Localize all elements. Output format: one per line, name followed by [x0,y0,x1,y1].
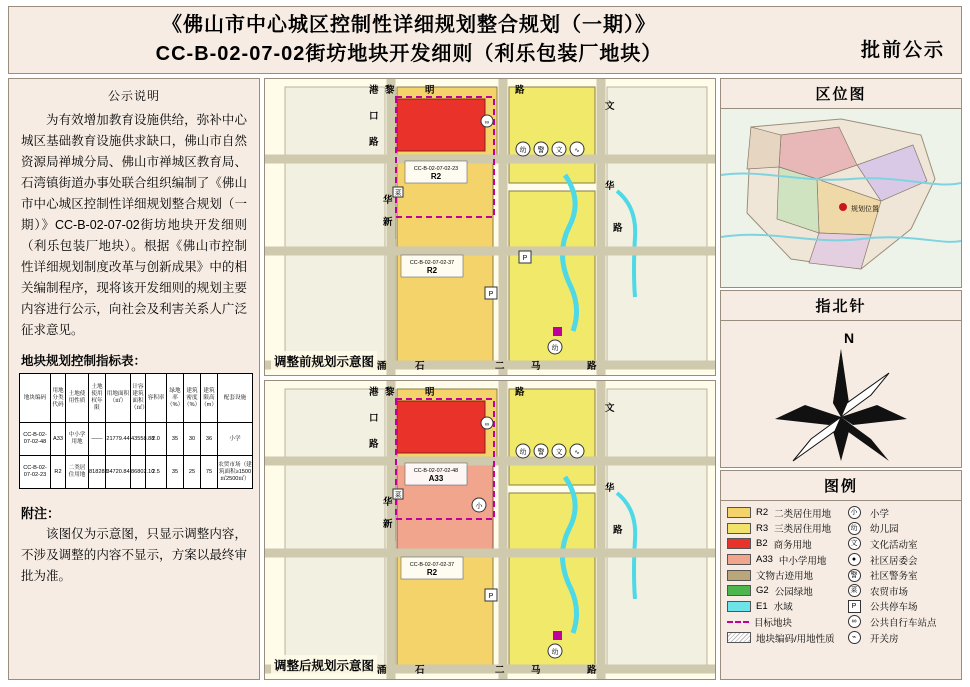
header-banner [8,6,962,74]
svg-text:马: 马 [531,665,541,676]
svg-text:华: 华 [383,195,393,206]
th-3: 土地使用权年限 [89,374,106,423]
legend-label-primary-school: 小学 [870,508,890,520]
legend-label-kindergarten: 幼儿园 [870,524,899,536]
legend-item [727,614,839,630]
svg-text:∿: ∿ [574,148,580,154]
svg-text:路: 路 [369,137,379,148]
svg-text:涌: 涌 [377,665,387,676]
compass-box [720,290,962,468]
cell-0-6: 2.0 [146,423,167,456]
notice-body [9,104,259,341]
location-map-box [720,78,962,288]
cell-0-5: 43558.88 [131,423,146,456]
svg-text:∞: ∞ [484,422,490,428]
svg-text:华: 华 [605,483,615,494]
svg-text:新: 新 [383,217,393,228]
svg-text:黎: 黎 [385,387,395,398]
left-panel [8,78,260,680]
cell-0-0: CC-B-02-07-02-48 [20,423,51,456]
legend-item [727,630,839,646]
map-before-adjustment[interactable] [264,78,716,376]
cell-1-9: 75 [201,456,218,489]
table-header-row [20,374,253,423]
legend-label-parcel-code: 地块编码/用地性质 [756,633,835,645]
legend-item [843,630,955,646]
cell-1-3: 818283 [89,456,106,489]
table-row [20,423,253,456]
cell-1-10: 农贸市场（建筑面积≥1500㎡2500㎡） [218,456,253,489]
parking-icon: P [843,600,865,612]
svg-text:路: 路 [515,85,525,96]
svg-text:石: 石 [415,361,425,372]
svg-text:黎: 黎 [385,85,395,96]
legend-box [720,470,962,680]
status-badge: 批前公示 [860,40,945,61]
cell-0-4: 21779.44 [106,423,131,456]
svg-text:菜: 菜 [394,190,402,197]
location-marker-label: 规划位置 [851,206,879,213]
svg-text:新: 新 [383,519,393,530]
svg-text:P: P [522,255,528,262]
culture-room-icon: 文 [843,538,865,550]
legend-label-bike-station: 公共自行车站点 [870,617,937,629]
legend-label-market: 农贸市场 [870,586,909,598]
svg-text:小: 小 [475,503,483,510]
legend-label-switch-room: 开关房 [870,633,899,645]
legend-item [843,505,955,521]
svg-text:CC-B-02-07-02-23: CC-B-02-07-02-23 [413,166,459,172]
th-8: 建筑密度（%） [184,374,201,423]
legend-item [843,583,955,599]
svg-text:口: 口 [369,111,379,122]
legend-label-b2: 商务用地 [773,539,812,551]
legend-label-heritage: 文物古迹用地 [756,571,814,583]
svg-text:二: 二 [495,665,505,676]
legend-label-culture-room: 文化活动室 [870,539,918,551]
map-before-svg [265,79,715,375]
legend-item [727,521,839,537]
table-row [20,456,253,489]
cell-1-0: CC-B-02-07-02-23 [20,456,51,489]
community-committee-icon: ● [843,554,865,566]
swatch-heritage [727,570,751,581]
police-station-icon: 警 [843,569,865,581]
cell-0-2: 中小学用地 [66,423,89,456]
legend-label-r2: 二类居住用地 [774,508,832,520]
svg-text:华: 华 [383,497,393,508]
page-title-line1: 《佛山市中心城区控制性详细规划整合规划（一期）》 [162,14,656,36]
svg-text:文: 文 [605,403,615,414]
svg-text:文: 文 [555,449,563,456]
swatch-g2 [727,585,751,596]
legend-item [843,536,955,552]
switch-room-icon: ⌁ [843,632,865,644]
th-1: 用地分类代码 [51,374,66,423]
cell-1-1: R2 [51,456,66,489]
map-after-svg [265,381,715,679]
legend-column-left [727,505,839,645]
cell-0-9: 36 [201,423,218,456]
cell-0-3: —— [89,423,106,456]
legend-item [727,505,839,521]
svg-text:马: 马 [531,361,541,372]
legend-item [843,521,955,537]
swatch-target-parcel [727,621,749,623]
compass-north-label: N [843,330,855,346]
svg-text:CC-B-02-07-02-37: CC-B-02-07-02-37 [409,562,455,568]
svg-text:菜: 菜 [394,492,402,499]
legend-label-r3: 三类居住用地 [774,524,832,536]
legend-item [843,614,955,630]
svg-text:明: 明 [425,387,435,398]
primary-school-icon: 小 [843,507,865,519]
svg-text:二: 二 [495,361,505,372]
legend-code-a33: A33 [756,554,773,566]
page-title-line2: CC-B-02-07-02街坊地块开发细则（利乐包装厂地块） [155,43,663,65]
svg-text:港: 港 [369,85,379,96]
legend-item [727,567,839,583]
remark-text: 该图仅为示意图，只显示调整内容，不涉及调整的内容不显示，方案以最终审批为准。 [21,527,247,583]
legend-item [727,536,839,552]
svg-text:文: 文 [605,101,615,112]
right-panel [720,78,962,680]
legend-title: 图例 [721,471,961,501]
bike-station-icon: ∞ [843,616,865,628]
svg-text:港: 港 [369,387,379,398]
svg-text:P: P [488,593,494,600]
th-7: 绿地率（%） [167,374,184,423]
remark-title: 附注： [21,506,61,521]
legend-label-parking: 公共停车场 [870,602,918,614]
svg-text:幼: 幼 [551,649,559,656]
svg-text:路: 路 [613,525,623,536]
th-6: 容积率 [146,374,167,423]
swatch-b2 [727,538,751,549]
svg-text:警: 警 [537,147,545,154]
legend-area [721,501,961,679]
th-2: 土地使用性质 [66,374,89,423]
legend-item [727,599,839,615]
north-arrow-icon [721,321,961,469]
notice-paragraph: 为有效增加教育设施供给，弥补中心城区基础教育设施供求缺口，佛山市自然资源局禅城分局、佛山市禅城区教育局、石湾镇街道办事处联合组织编制了《佛山市中心城区控制性详细规划整合规划（一期）》CC-B-02-07-02街坊地块开发细则（利乐包装厂地块）。根据《佛山市控制性详细规划制度改革与创新成果》中的相关编制程序，现将该开发细则的规划主要内容进行公示，向社会及利害关系人广泛征求意见。 [21,113,247,337]
th-10: 配套设施 [218,374,253,423]
legend-code-r2: R2 [756,507,769,519]
svg-text:警: 警 [537,449,545,456]
svg-text:∞: ∞ [484,120,490,126]
legend-label-e1: 水域 [773,602,793,614]
notice-heading: 公示说明 [107,89,160,103]
svg-text:幼: 幼 [551,345,559,352]
swatch-r2 [727,507,751,518]
legend-code-e1: E1 [756,600,768,612]
map-before-caption: 调整前规划示意图 [271,351,377,371]
svg-text:口: 口 [369,413,379,424]
legend-label-g2: 公园绿地 [774,586,813,598]
svg-text:路: 路 [587,361,597,372]
legend-code-r3: R3 [756,522,769,534]
compass-area [721,321,961,471]
swatch-r3 [727,523,751,534]
svg-text:明: 明 [425,85,435,96]
compass-title: 指北针 [721,291,961,321]
legend-item [727,583,839,599]
svg-text:路: 路 [369,439,379,450]
swatch-a33 [727,554,751,565]
legend-label-a33: 中小学用地 [778,555,827,567]
legend-column-right [843,505,955,645]
svg-text:R2: R2 [430,172,442,181]
legend-item [843,552,955,568]
index-table-wrap [9,373,259,489]
svg-text:幼: 幼 [519,449,527,456]
svg-text:路: 路 [587,665,597,676]
cell-1-2: 二类居住用地 [66,456,89,489]
legend-code-g2: G2 [756,585,769,597]
swatch-e1 [727,601,751,612]
index-table [19,373,253,489]
th-9: 建筑限高（m） [201,374,218,423]
svg-text:P: P [488,291,494,298]
svg-text:R2: R2 [426,266,438,275]
cell-1-8: 25 [184,456,201,489]
cell-1-7: 35 [167,456,184,489]
legend-label-police-station: 社区警务室 [870,571,918,583]
legend-item [843,567,955,583]
cell-1-4: 34720.84 [106,456,131,489]
svg-text:华: 华 [605,181,615,192]
cell-1-5: 86802.10 [131,456,146,489]
cell-0-10: 小学 [218,423,253,456]
svg-text:路: 路 [613,223,623,234]
legend-item [727,552,839,568]
cell-1-6: 2.5 [146,456,167,489]
cell-0-8: 30 [184,423,201,456]
svg-text:幼: 幼 [519,147,527,154]
svg-text:∿: ∿ [574,450,580,456]
header-title-block [9,11,809,69]
location-map-svg [721,109,961,287]
map-after-caption: 调整后规划示意图 [271,655,377,675]
svg-text:A33: A33 [428,474,444,483]
kindergarten-icon: 幼 [843,522,865,534]
th-0: 地块编码 [20,374,51,423]
svg-text:文: 文 [555,147,563,154]
map-after-adjustment[interactable] [264,380,716,680]
legend-code-b2: B2 [756,538,768,550]
swatch-parcel-code [727,632,751,643]
legend-label-community-committee: 社区居委会 [870,555,918,567]
svg-text:路: 路 [515,387,525,398]
cell-0-1: A33 [51,423,66,456]
cell-0-7: 35 [167,423,184,456]
market-icon: 菜 [843,585,865,597]
svg-text:涌: 涌 [377,361,387,372]
svg-text:R2: R2 [426,568,438,577]
location-map-title: 区位图 [721,79,961,109]
location-map-image[interactable] [721,109,961,287]
svg-text:CC-B-02-07-02-37: CC-B-02-07-02-37 [409,260,455,266]
th-4: 用地面积（㎡） [106,374,131,423]
th-5: 计容建筑面积（㎡） [131,374,146,423]
index-table-title: 地块规划控制指标表： [21,354,147,368]
svg-text:石: 石 [415,665,425,676]
legend-label-target: 目标地块 [754,617,793,629]
legend-item [843,599,955,615]
svg-text:CC-B-02-07-02-48: CC-B-02-07-02-48 [413,468,459,474]
